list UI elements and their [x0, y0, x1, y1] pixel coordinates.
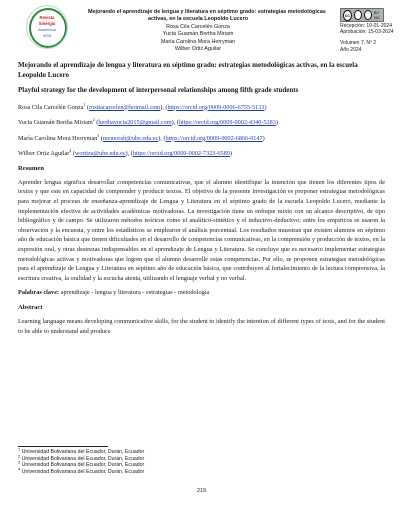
author-name: Wilber Ortiz Aguilar	[18, 150, 70, 158]
author-entry-3: María Carolina Mora Herryman$^3$ (mcmorah@ube.edu.ec), (https://orcid.org/0009-0002-6866-0147)	[18, 132, 265, 142]
footnote-sup: 2	[18, 452, 21, 458]
author-email-link[interactable]: rositacarcelen@hotmail.com	[89, 103, 161, 111]
cc-license-badge[interactable]	[340, 8, 384, 22]
author-entry-2: Yucta Guamán Bertha Miriam$^2$ (berthayucta2015@gmail.com), (https://orcid.org/0009-0002-4340-5283)	[18, 117, 278, 127]
author-email-link[interactable]: mcmorah@ube.edu.ec	[102, 134, 159, 142]
author-entry-1: Rosa Cila Carcelén Gonza$^1$ (rositacarcelen@hotmail.com), (https://orcid.org/0009-0006-6755-5133)	[18, 101, 267, 111]
footnote-sup: 3	[18, 459, 21, 465]
received-date: Recepción: 10-01-2024	[340, 23, 392, 29]
volume-issue: Volumen 7, Nº 2	[340, 40, 377, 47]
title-english: Playful strategy for the development of interpersonal relationships among fifth grade students	[18, 86, 299, 94]
author-entry-4: Wilber Ortiz Aguilar$^4$ (wortiza@ube.edu.ec), (https://orcid.org/0000-0002-7323-6589)	[18, 148, 232, 158]
running-author-2: Yucta Guamán Bertha Miriam	[162, 31, 234, 38]
publication-meta	[340, 23, 400, 53]
footnote-text: Universidad Bolivariana del Ecuador, Durán, Ecuador	[21, 455, 145, 462]
resumen-text: Aprender lengua significa desarrollar competencias comunicativas, que el alumno identifique la intención que tienen los diferentes tipos de textos y que este en capacidad de comprender y producir textos. El objetivo de la presente investigación es proponer estrategias metodológicas para mejorar el proceso de enseñanza-aprendizaje de Lengua y Literatura en el séptimo grado de la escuela Leopoldo Lucero, mediante la implementación efectiva de actividades académicas motivadoras. La investigación tiene un enfoque mixto con un alcance descriptivo, de tipo bibliográfico y de campo. Se utilizaron métodos teóricos como el analítico-sintético y el inductivo-deductivo; entre los empíricos se usaron la observación y la encuesta, y entre los estadísticos se emplearon el análisis porcentual. Los resultados muestran que existen alumnos en séptimo año de educación básica que tienen dificultades en el desarrollo de competencias comunicativas, en la comprensión y producción de textos, en la expresión oral, y otras destrezas indispensables en el aprendizaje de Lengua y Literatura. Se concluye que es necesario implementar estrategias metodológicas activas y motivadoras que logren que el alumno desarrolle estas competencias. Por ello, se proponen estrategias metodológicas para el aprendizaje de Lengua y Literatura en séptimo año de educación básica, que contribuyen al fortalecimiento de la lectura comprensiva, la escritura creativa, la oralidad y la escucha atenta, utilizando el lenguaje verbal y no verbal.	[18, 178, 385, 282]
article-body	[18, 61, 385, 341]
running-title-line-2: activas, en la escuela Leopoldo Lucero	[147, 16, 249, 23]
author-sup: 1	[83, 101, 86, 107]
author-sup: 4	[69, 148, 72, 154]
license-label: BY NC	[373, 10, 380, 20]
logo-text-4: ISSN	[42, 34, 52, 38]
abstract-heading: Abstract	[18, 304, 43, 311]
footnote-divider	[18, 446, 108, 447]
running-header	[88, 9, 326, 53]
running-author-4: Wilber Ortiz Aguilar	[174, 46, 222, 53]
footnote-1	[18, 446, 318, 456]
keywords-text: aprendizaje - lengua y literatura - estrategias - metodología	[60, 289, 210, 297]
author-sup: 2	[92, 117, 95, 123]
footnotes	[18, 446, 318, 475]
logo-text-1: Revista	[39, 15, 55, 20]
keywords	[18, 288, 385, 298]
title-spanish: Mejorando el aprendizaje de lengua y literatura en séptimo grado: estrategias metodológicas activas, en la escuela Leopoldo Lucero	[18, 61, 358, 79]
author-email-link[interactable]: wortiza@ube.edu.ec	[74, 150, 126, 158]
publication-year: Año 2024	[340, 46, 362, 53]
logo-text-2: Sinergia	[38, 21, 56, 26]
page-number: 219	[197, 488, 206, 494]
resumen-heading: Resumen	[18, 164, 45, 172]
footnote-3	[18, 459, 318, 472]
author-sup: 3	[97, 132, 100, 138]
abstract-text: Learning language means developing communicative skills, for the student to identify the intention of different types of texts, and for the student to be able to understand and produce	[18, 318, 385, 335]
author-name: Yucta Guamán Bertha Miriam	[18, 119, 93, 127]
author-orcid-link[interactable]: https://orcid.org/0009-0002-6866-0147	[165, 134, 263, 142]
keywords-label: Palabras clave:	[18, 289, 60, 297]
footnote-text: Universidad Bolivariana del Ecuador, Durán, Ecuador	[21, 449, 145, 455]
footnote-text: Universidad Bolivariana del Ecuador, Durán, Ecuador	[21, 462, 145, 469]
running-title-line-1: Mejorando el aprendizaje de lengua y literatura en séptimo grado: estrategias metodológicas	[88, 9, 326, 15]
logo-text-3: Académica	[38, 28, 56, 32]
author-name: Rosa Cila Carcelén Gonza	[18, 103, 84, 111]
running-author-1: Rosa Cila Carcelén Gonza	[166, 23, 230, 30]
author-orcid-link[interactable]: https://orcid.org/0000-0002-7323-6589	[132, 150, 230, 158]
footnote-4	[18, 466, 318, 476]
footnote-sup: 4	[18, 466, 21, 472]
author-orcid-link[interactable]: https://orcid.org/0009-0002-4340-5283	[178, 119, 276, 127]
footnote-sup: 1	[18, 446, 21, 452]
journal-logo	[26, 5, 68, 49]
cc-icon: cc	[343, 10, 352, 21]
noncommercial-icon	[364, 10, 372, 20]
author-orcid-link[interactable]: https://orcid.org/0009-0006-6755-5133	[167, 103, 265, 111]
attribution-icon	[354, 10, 362, 20]
running-author-3: María Carolina Mora Herryman	[160, 38, 236, 45]
accepted-date: Aprobación: 15-03-2024	[340, 29, 394, 36]
footnote-text: Universidad Bolivariana del Ecuador, Durán, Ecuador	[21, 468, 145, 475]
author-email-link[interactable]: berthayucta2015@gmail.com	[98, 119, 172, 127]
author-name: María Carolina Mora Herryman	[18, 134, 98, 142]
